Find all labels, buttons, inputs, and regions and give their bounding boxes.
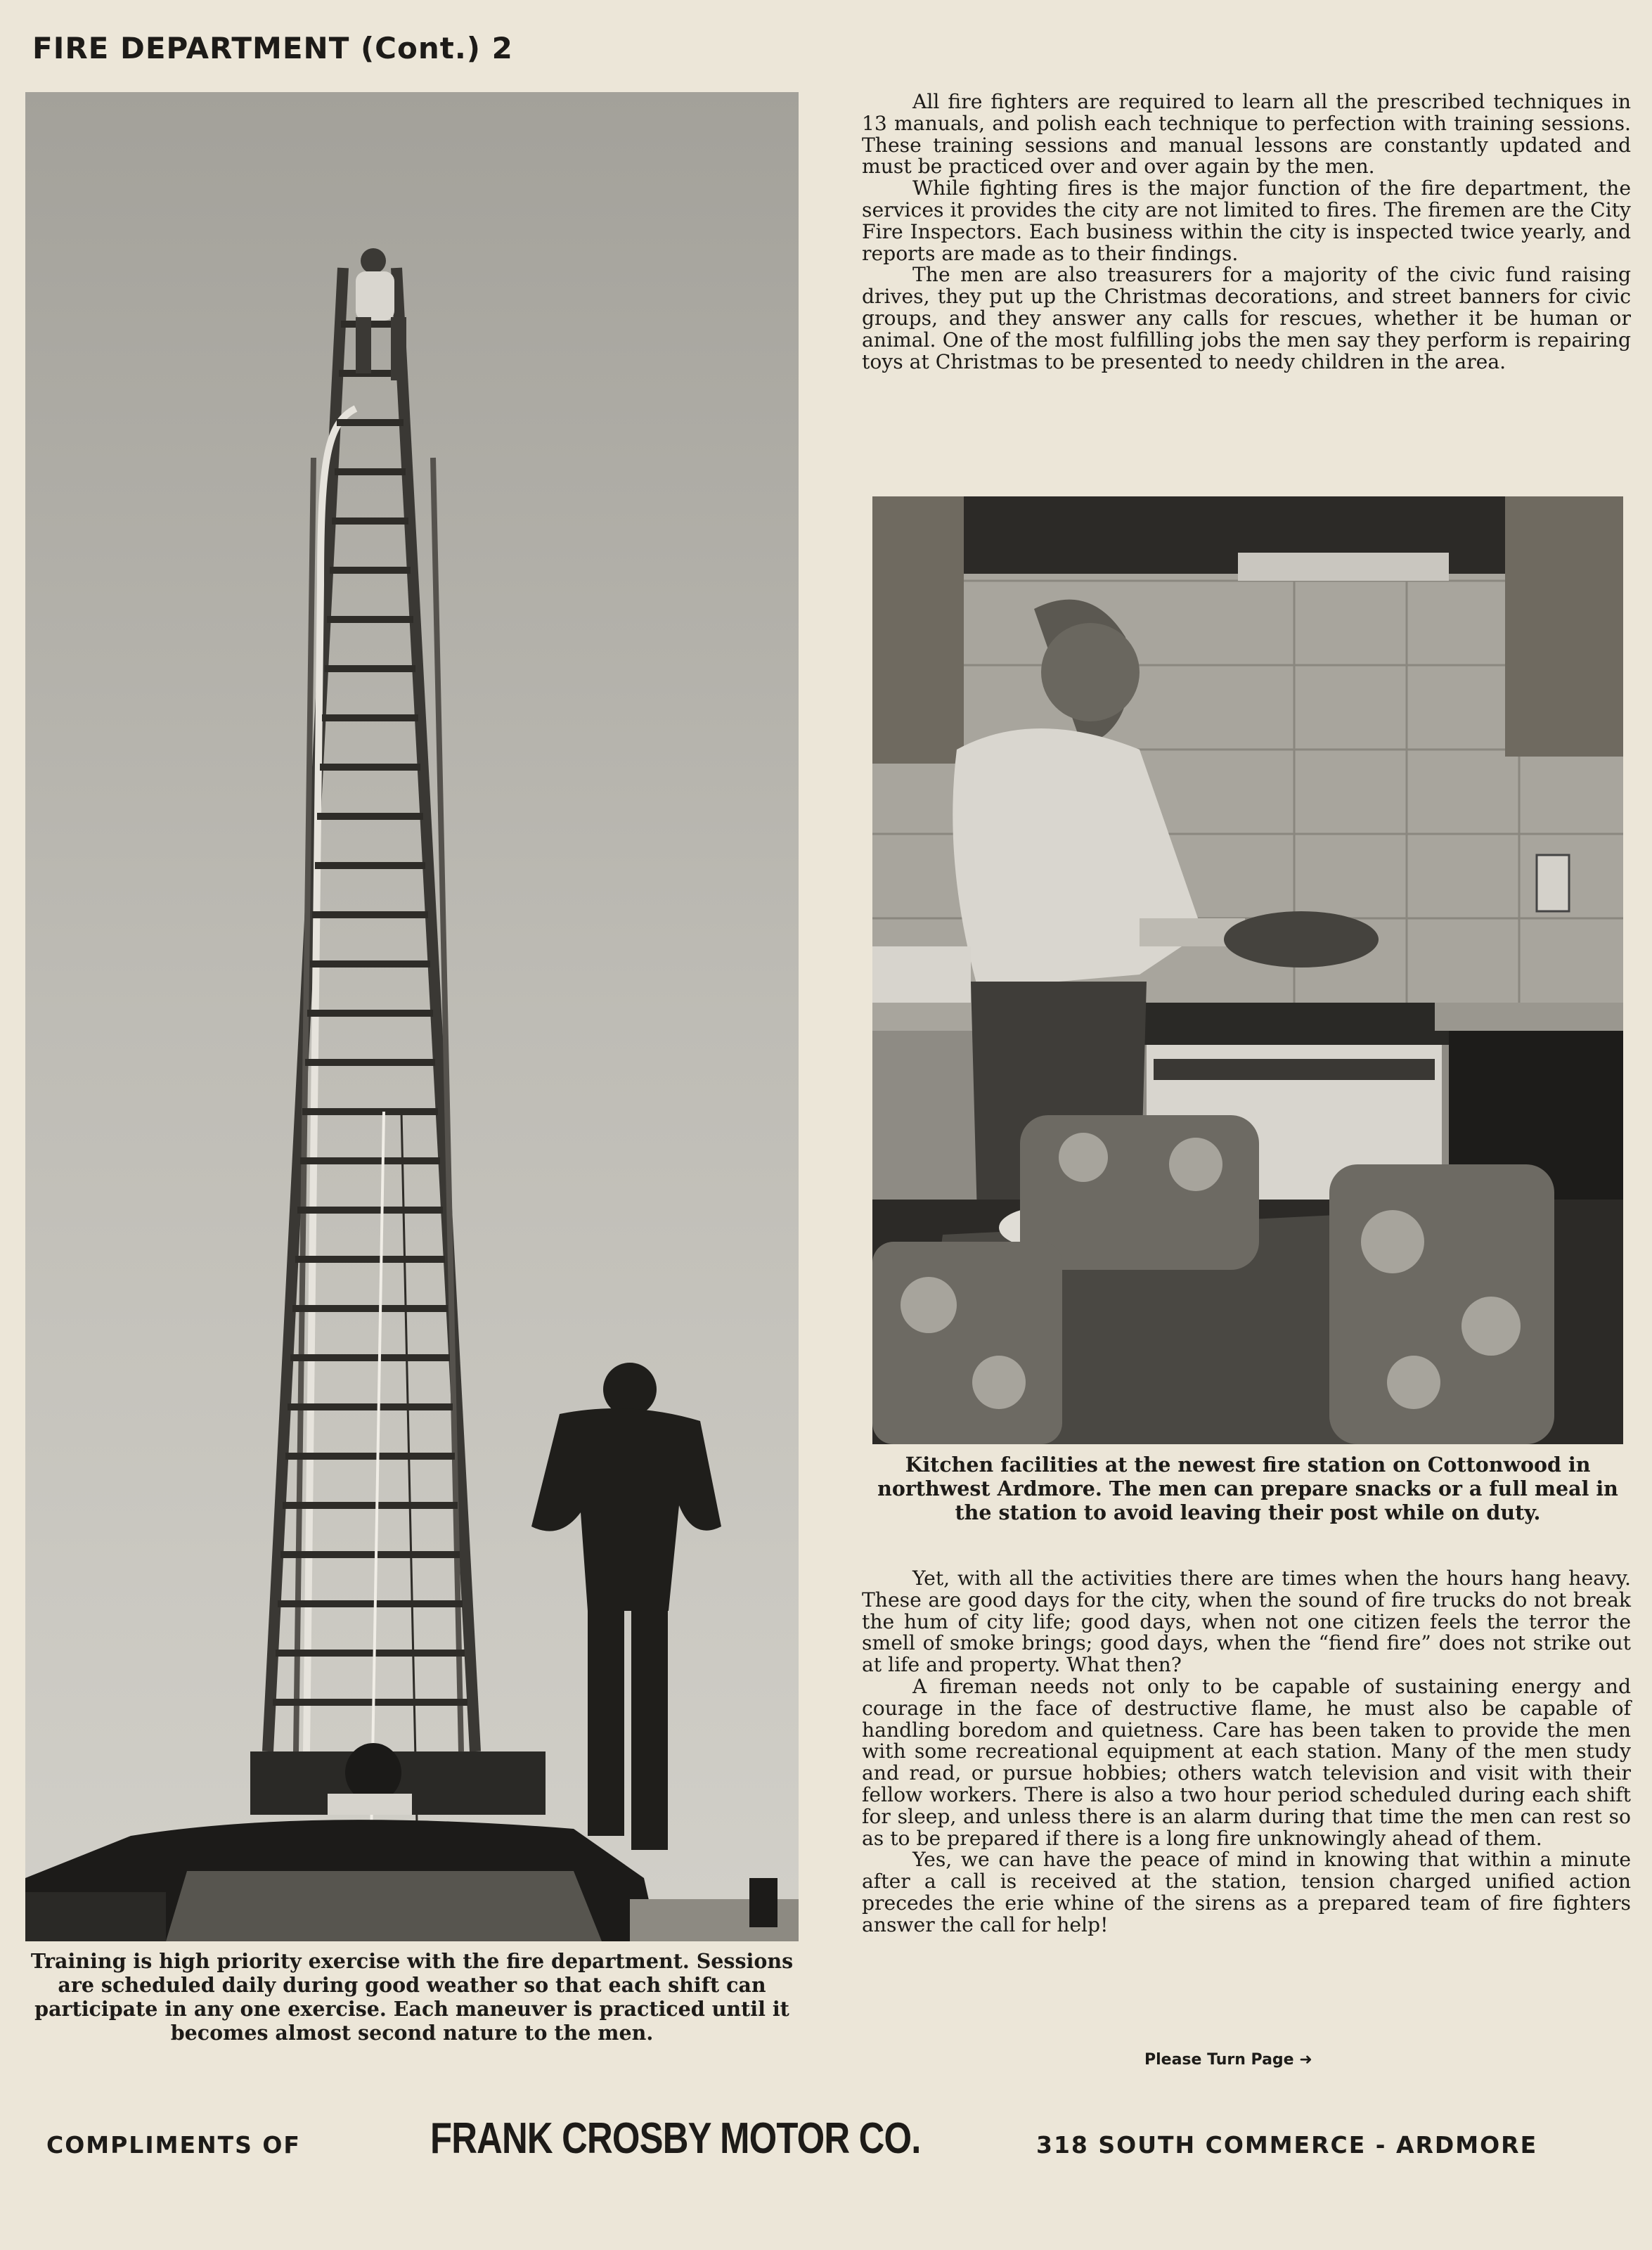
footer-sponsor-name: FRANK CROSBY MOTOR CO.: [430, 2114, 921, 2163]
page-header: FIRE DEPARTMENT (Cont.) 2: [32, 31, 513, 65]
turn-page-note: Please Turn Page ➜: [1144, 2051, 1312, 2069]
footer-compliments: COMPLIMENTS OF: [46, 2131, 301, 2159]
kitchen-photo: [872, 496, 1623, 1444]
article-paragraph: The men are also treasurers for a majority of the civic fund raising drives, they put up the Christmas decorations, and street banners for civic groups, and they answer any calls for rescues, whether it be human or animal. One of the most fulfilling jobs the men say they perform is repairing toys at Christmas to be presented to needy children in the area.: [862, 263, 1631, 373]
kitchen-photo-caption: Kitchen facilities at the newest fire station on Cottonwood in northwest Ardmore. The men can prepare snacks or a full meal in the station to avoid leaving their post while on duty.: [877, 1453, 1618, 1524]
article-top: [862, 91, 1631, 373]
article-paragraph: Yet, with all the activities there are times when the hours hang heavy. These are good days for the city, when the sound of fire trucks do not break the hum of city life; good days, when not one citizen feels the terror the smell of smoke brings; good days, when the “fiend fire” does not strike out at life and property. What then?: [862, 1567, 1631, 1677]
footer-address: 318 SOUTH COMMERCE - ARDMORE: [1036, 2131, 1538, 2159]
article-paragraph: A fireman needs not only to be capable of sustaining energy and courage in the face of destructive flame, he must also be capable of handling boredom and quietness. Care has been taken to provide the men with some recreational equipment at each station. Many of the men study and read, or pursue hobbies; others watch television and visit with their fellow workers. There is also a two hour period scheduled during each shift for sleep, and unless there is an alarm during that time the men can rest so as to be prepared if there is a long fire unknowingly ahead of them.: [862, 1674, 1631, 1850]
article-paragraph: While fighting fires is the major function of the fire department, the services it provides the city are not limited to fires. The firemen are the City Fire Inspectors. Each business within the city is inspected twice yearly, and reports are made as to their findings.: [862, 176, 1631, 265]
article-bottom: [862, 1568, 1631, 1936]
article-paragraph: All fire fighters are required to learn all the prescribed techniques in 13 manuals, and polish each technique to perfection with training sessions. These training sessions and manual lessons are constantly updated and must be practiced over and over again by the men.: [862, 90, 1631, 179]
ladder-training-photo: [25, 92, 799, 1941]
ladder-photo-caption: Training is high priority exercise with the fire department. Sessions are scheduled daily during good weather so that each shift can participate in any one exercise. Each maneuver is practiced until it becomes almost second nature to the men.: [30, 1949, 794, 2045]
article-paragraph: Yes, we can have the peace of mind in knowing that within a minute after a call is received at the station, tension charged unified action precedes the erie whine of the sirens as a prepared team of fire fighters answer the call for help!: [862, 1848, 1631, 1936]
